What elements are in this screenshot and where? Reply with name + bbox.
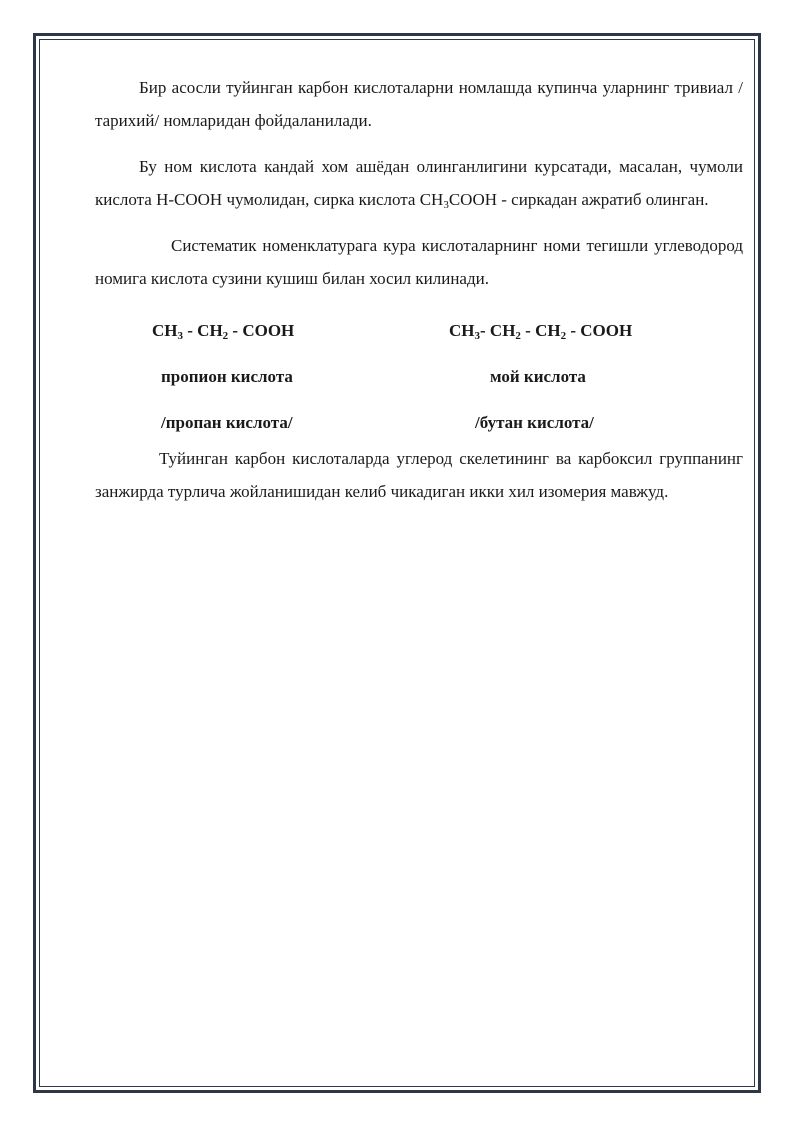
alt-name-propanoic: /пропан кислота/ [161,413,293,432]
paragraph-1: Бир асосли туйинган карбон кислоталарни номлашда купинча уларнинг тривиал /тарихий/ номларидан фойдаланилади. [95,78,743,130]
alt-name-butanoic: /бутан кислота/ [475,413,594,432]
formula-row [95,309,743,355]
formula-propionic: $CH_3 - CH_2$ - COOH [152,321,295,342]
paragraph-2-text-a: Бу ном кислота кандай хом ашёдан олинганлигини курсатади, масалан, чумоли кислота Н-СООН чумолидан, сирка кислота СН [95,157,743,209]
paragraph-4: Туйинган карбон кислоталарда углерод скелетининг ва карбоксил группанинг занжирда турлича жойланишидан келиб чикадиган икки хил изомерия мавжуд. [95,449,743,501]
formula-butyric: $CH_3-$ $CH_2 - CH_2$ - COOH [449,321,633,342]
name-row [95,355,743,401]
document-body [95,72,743,522]
name-butyric: мой кислота [490,367,586,386]
paragraph-2 [95,151,743,216]
paragraph-2-text-b: СООН - сиркадан ажратиб олинган. [448,189,709,209]
name-propionic: пропион кислота [161,367,293,386]
alt-name-row [95,401,743,443]
paragraph-3: Систематик номенклатурага кура кислоталарнинг номи тегишли углеводород номига кислота сузини кушиш билан хосил килинади. [95,236,743,288]
paragraph-2-subscript: 3 [443,198,449,211]
